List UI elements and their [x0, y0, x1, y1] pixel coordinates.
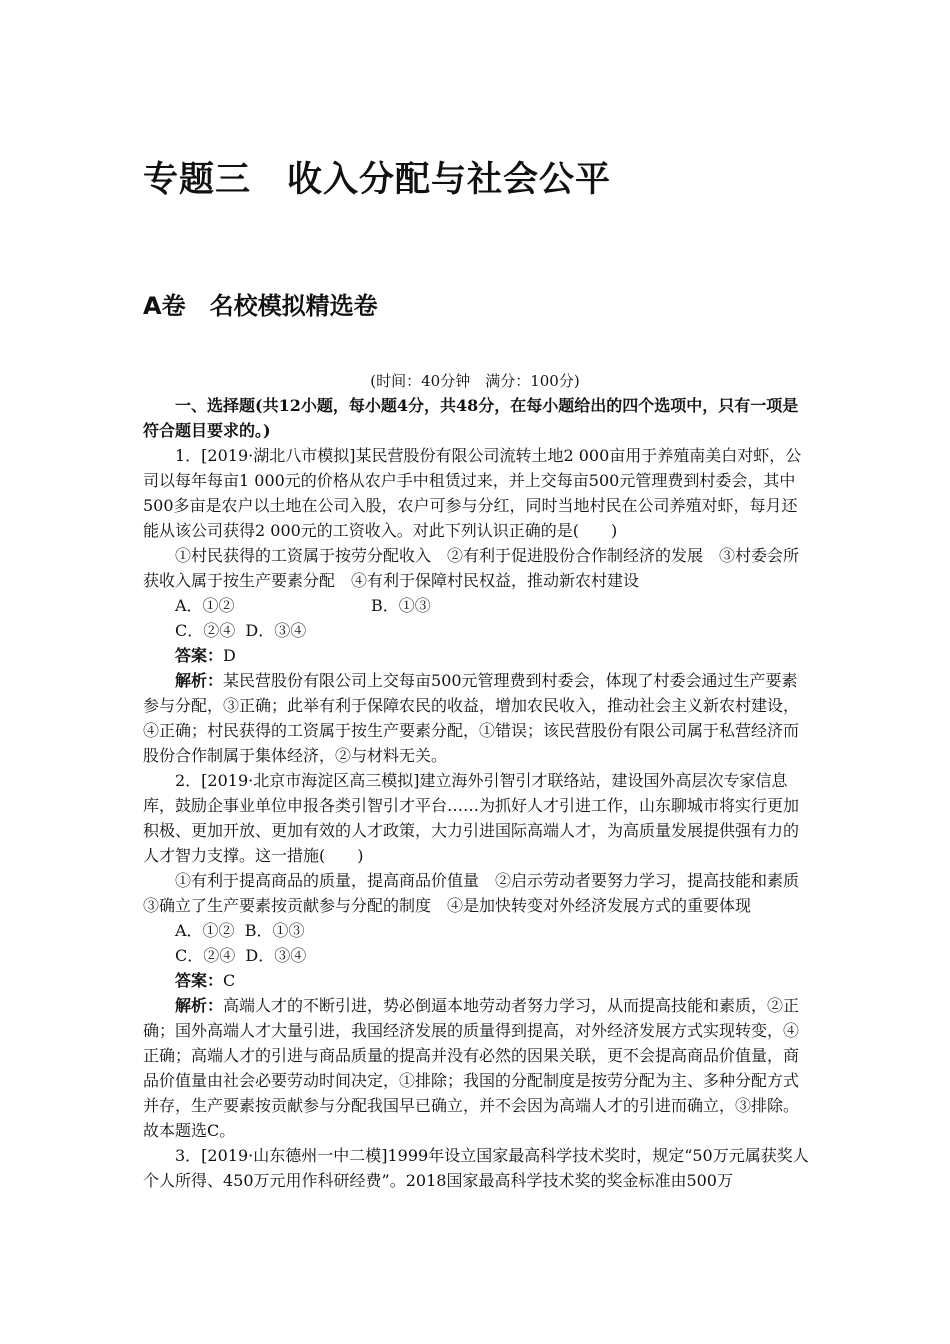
- answer-label: 答案：: [175, 646, 224, 665]
- q1-options-row2: C．②④ D．③④: [175, 621, 307, 640]
- exam-timing: (时间：40分钟 满分：100分): [370, 372, 580, 390]
- q1-analysis-text: 某民营股份有限公司上交每亩500元管理费到村委会，体现了村委会通过生产要素参与分配，③正确；此举有利于保障农民的收益，增加农民收入，推动社会主义新农村建设，④正确；村民获得的工资属于按生产要素分配，①错误；该民营股份有限公司属于私营经济而股份合作制属于集体经济，②与材料无关。: [143, 671, 800, 765]
- q2-stem: 2．[2019·北京市海淀区高三模拟]建立海外引智引才联络站，建设国外高层次专家信息库，鼓励企事业单位申报各类引智引才平台……为抓好人才引进工作，山东聊城市将实行更加积极、更加开放、更加有效的人才政策，大力引进国际高端人才，为高质量发展提供强有力的人才智力支撑。这一措施( ): [143, 771, 800, 865]
- q2-options-row1: A．①② B．①③: [175, 921, 305, 940]
- q2-answer: [143, 968, 809, 993]
- q2-analysis-text: 高端人才的不断引进，势必倒逼本地劳动者努力学习，从而提高技能和素质，②正确；国外高端人才大量引进，我国经济发展的质量得到提高，对外经济发展方式实现转变，④正确；高端人才的引进与商品质量的提高并没有必然的因果关联，更不会提高商品价值量，商品价值量由社会必要劳动时间决定，①排除；我国的分配制度是按劳分配为主、多种分配方式并存，生产要素按贡献参与分配我国早已确立，并不会因为高端人才的引进而确立，③排除。故本题选C。: [143, 996, 800, 1140]
- question-body: [143, 393, 816, 1193]
- q2-options-row2: C．②④ D．③④: [175, 946, 307, 965]
- q1-answer: [143, 643, 809, 668]
- q1-option-b: B．①③: [371, 596, 431, 615]
- section-heading: 一、选择题(共12小题，每小题4分，共48分，在每小题给出的四个选项中，只有一项是符合题目要求的。): [143, 396, 799, 440]
- q1-analysis: [143, 668, 809, 768]
- q1-stem: 1．[2019·湖北八市模拟]某民营股份有限公司流转土地2 000亩用于养殖南美白对虾，公司以每年每亩1 000元的价格从农户手中租赁过来，并上交每亩500元管理费到村委会，其中500多亩是农户以土地在公司入股，农户可参与分红，同时当地村民在公司养殖对虾，每月还能从该公司获得2 000元的工资收入。对此下列认识正确的是( ): [143, 446, 802, 540]
- paper-subtitle: A卷 名校模拟精选卷: [143, 292, 378, 320]
- q1-answer-value: D: [223, 646, 236, 665]
- q1-statements: ①村民获得的工资属于按劳分配收入 ②有利于促进股份合作制经济的发展 ③村委会所获收入属于按生产要素分配 ④有利于保障村民权益，推动新农村建设: [143, 546, 800, 590]
- q1-options-row1: [143, 593, 809, 618]
- q2-statements: ①有利于提高商品的质量，提高商品价值量 ②启示劳动者要努力学习，提高技能和素质 ③确立了生产要素按贡献参与分配的制度 ④是加快转变对外经济发展方式的重要体现: [143, 871, 816, 915]
- q2-answer-value: C: [223, 971, 236, 990]
- page-title: 专题三 收入分配与社会公平: [143, 160, 612, 200]
- q1-option-a: A．①②: [175, 596, 235, 615]
- analysis-label: 解析：: [175, 671, 224, 690]
- analysis-label: 解析：: [175, 996, 224, 1015]
- q3-stem: 3．[2019·山东德州一中二模]1999年设立国家最高科学技术奖时，规定“50万元属获奖人个人所得、450万元用作科研经费”。2018国家最高科学技术奖的奖金标准由500万: [143, 1146, 809, 1190]
- answer-label: 答案：: [175, 971, 224, 990]
- q2-analysis: [143, 993, 809, 1143]
